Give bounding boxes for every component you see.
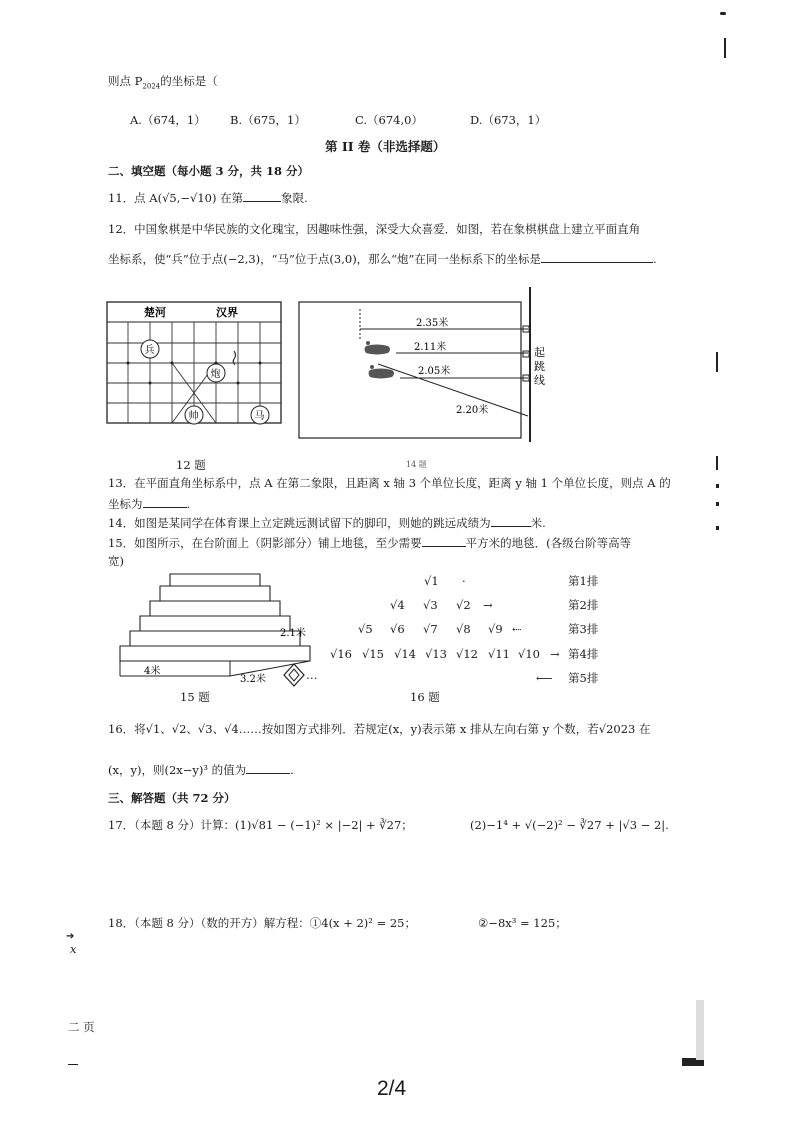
option-a: A.（674，1） bbox=[130, 113, 206, 127]
row1-cell1: √1 bbox=[424, 574, 439, 588]
row4-cell3: √14 bbox=[394, 647, 416, 661]
scan-mark bbox=[716, 352, 718, 372]
stair-length: 3.2米 bbox=[240, 674, 266, 685]
q10-tail: 则点 $P_{2024}$的坐标是（ bbox=[108, 74, 218, 91]
page-number: 2/4 bbox=[377, 1077, 407, 1100]
scan-mark bbox=[716, 456, 718, 470]
row5-label: 第5排 bbox=[568, 671, 599, 685]
caption-14: 14 题 bbox=[406, 460, 427, 469]
option-d: D.（673，1） bbox=[470, 113, 547, 127]
q15-line2: 宽) bbox=[108, 554, 124, 568]
svg-text:马: 马 bbox=[254, 411, 265, 422]
q12-line2: 坐标系，使“兵”位于点(−2,3)，“马”位于点(3,0)，那么“炮”在同一坐标系下的坐标是 . bbox=[108, 252, 657, 266]
q12-line1: 12．中国象棋是中华民族的文化瑰宝，因趣味性强，深受大众喜爱．如图，若在象棋棋盘上建立平面直角 bbox=[108, 222, 641, 236]
option-b: B.（675，1） bbox=[230, 113, 306, 127]
diamond-icon bbox=[282, 662, 306, 692]
part3-heading: 三、解答题（共 72 分） bbox=[108, 791, 236, 805]
arrow-right-icon: → bbox=[483, 598, 493, 612]
caption-16: 16 题 bbox=[410, 690, 440, 704]
caption-12: 12 题 bbox=[176, 458, 206, 472]
ellipsis: … bbox=[306, 668, 318, 682]
dist-2-35: 2.35米 bbox=[416, 318, 449, 329]
dist-2-05: 2.05米 bbox=[418, 366, 451, 377]
q18-part2: ②−8x³ = 125； bbox=[478, 916, 567, 930]
svg-text:帅: 帅 bbox=[188, 411, 199, 422]
margin-dash bbox=[68, 1064, 78, 1065]
footprint-icon bbox=[365, 341, 395, 379]
section-title: 第 II 卷（非选择题） bbox=[325, 139, 446, 154]
piece-pao bbox=[207, 364, 225, 382]
piece-bing bbox=[141, 340, 159, 358]
dist-2-20: 2.20米 bbox=[456, 405, 489, 416]
stair-width: 4米 bbox=[144, 666, 161, 677]
row4-cell5: √12 bbox=[456, 647, 478, 661]
row3-cell4: √8 bbox=[456, 622, 471, 636]
row3-cell2: √6 bbox=[390, 622, 405, 636]
q17-part2: (2)−1⁴ + √(−2)² − ∛27 + |√3 − 2|. bbox=[470, 818, 669, 832]
piece-shuai bbox=[185, 406, 203, 424]
row4-cell1: √16 bbox=[330, 647, 352, 661]
arrow-right-icon: → bbox=[550, 647, 560, 661]
row4-cell2: √15 bbox=[362, 647, 384, 661]
takeoff-line-label: 起 跳 线 bbox=[534, 346, 545, 387]
q15-line1: 15．如图所示，在台阶面上（阴影部分）铺上地毯，至少需要 平方米的地毯．(各级台阶等高等 bbox=[108, 536, 632, 550]
q17-part1: 17．（本题 8 分）计算：(1)√81 − (−1)² × |−2| + ∛27； bbox=[108, 818, 413, 832]
svg-text:炮: 炮 bbox=[210, 369, 221, 380]
row4-cell7: √10 bbox=[518, 647, 540, 661]
option-c: C.（674,0） bbox=[355, 113, 423, 127]
q14: 14．如图是某同学在体育课上立定跳远测试留下的脚印，则她的跳远成绩为 米. bbox=[108, 516, 546, 530]
q13-line2: 坐标为 . bbox=[108, 497, 191, 511]
row3-cell5: √9 bbox=[488, 622, 503, 636]
river-left: 楚河 bbox=[144, 306, 166, 319]
scan-mark bbox=[724, 38, 726, 58]
row3-cell1: √5 bbox=[358, 622, 373, 636]
row2-cell3: √2 bbox=[456, 598, 471, 612]
stair-height: 2.1米 bbox=[280, 628, 306, 639]
river-right: 汉界 bbox=[216, 306, 238, 319]
caption-15: 15 题 bbox=[180, 690, 210, 704]
dist-2-11: 2.11米 bbox=[414, 342, 447, 353]
row2-cell1: √4 bbox=[390, 598, 405, 612]
scan-mark bbox=[716, 502, 719, 506]
margin-page-word: 二 页 bbox=[68, 1020, 95, 1034]
svg-text:兵: 兵 bbox=[144, 345, 155, 356]
row4-label: 第4排 bbox=[568, 647, 599, 661]
row2-cell2: √3 bbox=[423, 598, 438, 612]
scan-shadow bbox=[696, 1000, 704, 1060]
q16-line2: (x，y)，则(2x−y)³ 的值为 . bbox=[108, 763, 294, 777]
row1-label: 第1排 bbox=[568, 574, 599, 588]
scan-mark bbox=[716, 526, 719, 530]
q13-line1: 13．在平面直角坐标系中，点 A 在第二象限，且距离 x 轴 3 个单位长度，距离 y 轴 1 个单位长度，则点 A 的 bbox=[108, 476, 671, 490]
figure-14-long-jump bbox=[298, 286, 548, 450]
scan-mark bbox=[716, 484, 719, 488]
row3-cell3: √7 bbox=[423, 622, 438, 636]
margin-arrow-icon: ➔ bbox=[66, 931, 75, 942]
arrow-left-icon: ⟵ bbox=[536, 671, 553, 685]
row4-cell4: √13 bbox=[425, 647, 447, 661]
row1-dot: · bbox=[462, 574, 466, 588]
part2-heading: 二、填空题（每小题 3 分，共 18 分） bbox=[108, 164, 310, 178]
q11: 11．点 A(√5,−√10) 在第 象限. bbox=[108, 191, 308, 205]
q18-part1: 18．（本题 8 分）（数的开方）解方程：①4(x + 2)² = 25； bbox=[108, 916, 416, 930]
figure-12-chessboard bbox=[106, 301, 282, 431]
scan-mark bbox=[720, 12, 726, 15]
row2-label: 第2排 bbox=[568, 598, 599, 612]
margin-x: x bbox=[70, 942, 77, 956]
row4-cell6: √11 bbox=[488, 647, 510, 661]
arrow-left-icon: ⇠ bbox=[512, 622, 522, 636]
piece-ma bbox=[251, 406, 269, 424]
row3-label: 第3排 bbox=[568, 622, 599, 636]
q16-line1: 16．将√1、√2、√3、√4……按如图方式排列．若规定(x，y)表示第 x 排从左向右第 y 个数，若√2023 在 bbox=[108, 722, 651, 736]
